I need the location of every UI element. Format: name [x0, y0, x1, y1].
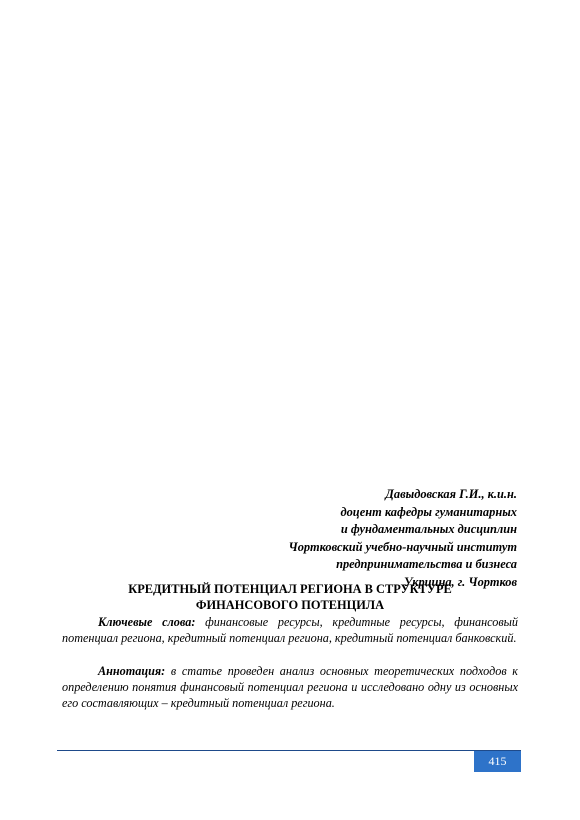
- abstract-text: в статье проведен анализ основных теоретических подходов к определению понятия финансовый потенциал региона и исследовано одну из основных его составляющих – кредитный потенциал региона.: [62, 664, 518, 711]
- author-location: Укриина, г. Чортков: [403, 574, 517, 589]
- article-title: [62, 581, 518, 613]
- footer-divider: [57, 750, 521, 751]
- author-institute: Чортковский учебно-научный институт: [288, 539, 517, 554]
- keywords-label: Ключевые слова:: [98, 615, 196, 629]
- abstract-label: Аннотация:: [98, 664, 166, 678]
- author-position: доцент кафедры гуманитарных: [340, 504, 517, 519]
- article-title-line-1: КРЕДИТНЫЙ ПОТЕНЦИАЛ РЕГИОНА В СТРУКТУРЕ: [128, 582, 452, 596]
- article-title-line-2: ФИНАНСОВОГО ПОТЕНЦИЛА: [195, 598, 385, 612]
- author-name: Давыдовская Г.И., к.и.н.: [385, 487, 517, 501]
- author-department: и фундаментальных дисциплин: [340, 522, 517, 537]
- page-number-badge: [474, 751, 521, 772]
- author-institute-continued: предпринимательства и бизнеса: [336, 557, 517, 572]
- keywords-paragraph: [62, 614, 518, 646]
- page-number: 415: [488, 754, 507, 768]
- keywords-text: финансовые ресурсы, кредитные ресурсы, финансовый потенциал региона, кредитный потенциал региона, кредитный потенциал банковский.: [62, 615, 518, 646]
- abstract-paragraph: [62, 663, 518, 712]
- author-affiliation-block: [97, 486, 517, 592]
